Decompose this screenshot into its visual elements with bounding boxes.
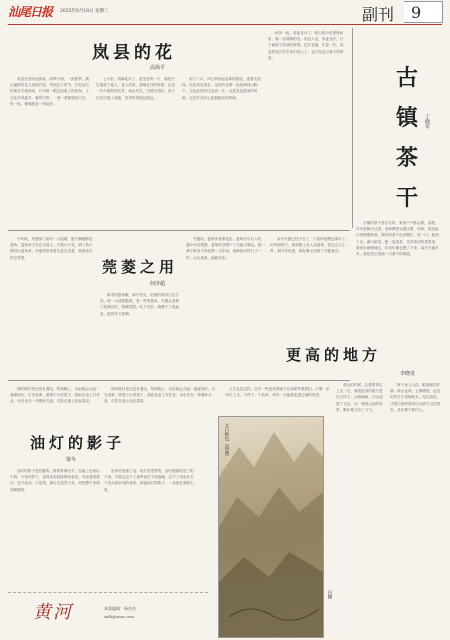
painting-artist: 冯鹏 xyxy=(327,590,332,599)
header-rule xyxy=(8,24,442,25)
article-title-youdeng: 油灯的影子 xyxy=(30,434,126,452)
article-body-gengao-col1: 爬山的时候，总想着再往上走一走，看看更高的地方是什么样子。山路崎岖，汗水湿透了衣衫，可一想到山顶的风景，脚步便又有了力气。 xyxy=(336,383,383,412)
article-title-wanling: 莞菱之用 xyxy=(102,258,179,276)
article-body-lanxian-col4: 秋风一起，荞麦花开了，粉白的小花密密匝匝，像一层薄薄的雪。岚县人说，荞麦花开，日子就到了收获的时候。花开花落，年复一年，岚县的花开在乡亲们的心上，也开在远方游子的梦里。 xyxy=(268,31,344,60)
article-author-wanling: 何济超 xyxy=(150,281,166,287)
article-body-lanxian-col2: 七月里，胡麻花开了，蓝莹莹的一片，像是天空落到了地上。老人们说，胡麻花开的时候，正是一年中最好的光景，雨水充足，庄稼长得旺。孩子们在田埂上奔跑，笑声传得很远很远。 xyxy=(96,77,176,100)
article-title-lanxian: 岚县的花 xyxy=(92,43,176,63)
column-divider xyxy=(352,28,353,228)
page-number-box xyxy=(404,1,443,23)
article-body-youdeng-col3: 后来村里通了电，电灯亮堂堂的，油灯便被收进了柜子里。可我总忘不了那些油灯下的夜晚，忘不了母亲在灯下低头做针线的身影。那盏油灯的影子，一直留在我的心里。 xyxy=(104,469,194,492)
newspaper-logo: 汕尾日报 xyxy=(8,5,53,19)
article-body-youdeng-col1: 那时候村里还没有通电，每到晚上，母亲就会点起一盏煤油灯。灯光昏黄，照着小小的屋子。我趴在桌上写作业，母亲坐在一旁缝补衣裳，灯影在墙上轻轻摇晃。 xyxy=(10,387,100,404)
section-name: 副刊 xyxy=(362,5,395,24)
article-body-youdeng-col2: 油灯的影子是有趣的。我常常伸出手，在墙上比划出小狗、小兔的样子，逗得弟弟妹妹咯咯直笑。母亲看着我们，也不说话，只是笑。那灯光虽然不亮，却把整个家照得暖暖的。 xyxy=(10,469,100,492)
article-body-wanling-col4: 如今外婆已经不在了，门前的池塘也填平了。可每到秋天，看到街上有人卖菱角，我总会买上一些，剥开来吃着，就好像又回到了外婆身边。 xyxy=(270,237,350,254)
article-title-gengao: 更高的地方 xyxy=(286,346,382,364)
article-author-gengao: 李晓龙 xyxy=(400,371,416,377)
section-divider xyxy=(8,380,350,381)
article-body-gengao-col3: 人生也是这样。总有一些更高的地方在前面等着我们。只要一步一步往上走，不停下，不放弃，终有一天能看见更辽阔的风景。 xyxy=(222,387,330,398)
article-author-lanxian: 高海平 xyxy=(150,65,166,71)
article-body-wanling-col2: 新采的菱角嫩，剥开外壳，里面的果肉白生生的，咬一口清甜脆爽。老一些的菱角，外婆会煮熟了给我们吃，粉糯香甜。吃不完的，就晒干了收起来，留到冬天熬粥。 xyxy=(100,293,180,316)
landscape-painting xyxy=(218,416,324,638)
painting-illustration xyxy=(219,417,323,637)
section-divider xyxy=(8,230,350,231)
issue-date: 2025年9月18日 星期三 xyxy=(60,9,109,14)
footer-rule xyxy=(8,592,208,593)
article-body-youdeng-col1b: 那时候村里还没有通电，每到晚上，母亲就会点起一盏煤油灯。灯光昏黄，照着小小的屋子。我趴在桌上写作业，母亲坐在一旁缝补衣裳，灯影在墙上轻轻摇晃。 xyxy=(104,387,216,404)
article-author-youdeng: 梁冬 xyxy=(66,457,77,463)
footer-email: szfk@sina.com xyxy=(104,614,135,619)
supplement-logo: 黄河 xyxy=(33,602,73,623)
article-body-wanling-col1: 小时候，外婆家门前有一口池塘，夏天满塘都是菱角。菱角叶子浮在水面上，开着小白花，到了秋天便结出菱角来。外婆常常划着木盆去采菱，我就坐在岸边等着。 xyxy=(10,237,93,260)
page-number: 9 xyxy=(411,3,422,22)
article-author-guzhen: 丁晓军 xyxy=(424,114,430,129)
article-body-gengao-col2: 终于登上山顶，眼前豁然开朗。群山连绵，云雾缭绕，远处的村庄小得像积木。站在高处，才明白那些曾经以为跨不过去的坎，其实都不算什么。 xyxy=(390,383,441,412)
article-body-lanxian-col1: 岚县在晋西北高原，四季分明，一到夏季，满山遍野的花儿竞相开放。每到这个时节，总有远方的朋友专程前来，只为看一眼这高原上的花海。土豆花开得最早，紫的白的，一垄一垄铺展到天边，风一吹，便像波浪一样起伏。 xyxy=(10,77,90,106)
article-title-guzhen: 古镇茶干 xyxy=(396,65,419,211)
article-body-lanxian-col3: 到了八月，向日葵扬起金黄的脸庞，追着太阳转。站在高处望去，金色的花海一直延伸到山脚下，与远处的村庄连成一片。这是岚县最美的时候，也是乡亲们心里最踏实的时候。 xyxy=(182,77,261,100)
article-body-wanling-col3: 外婆说，菱角浑身都是宝。菱角壳可以入药，菱叶可以喂猪，菱角的茎晒干了还能当柴烧。她一辈子都舍不得浪费一点东西，就像她对待日子一样，认认真真，踏踏实实。 xyxy=(186,237,266,260)
article-body-guzhen: 古镇的茶干是有名的，家家户户都会做。清晨，作坊里飘出豆香，老师傅把豆腐压紧、切块，放进卤汁里慢慢熬煮。熬好的茶干色泽酱红，咬一口，韧劲十足，满口留香。配一壶清茶，坐在临河的茶馆里，看河水缓缓流过，时光仿佛也慢了下来。离开古镇多年，我依然记得那一口茶干的味道。 xyxy=(356,221,439,257)
painting-caption: 太行秋色（国画） xyxy=(224,423,229,459)
footer-editor: 本版编辑：杨东杰 xyxy=(104,606,136,611)
